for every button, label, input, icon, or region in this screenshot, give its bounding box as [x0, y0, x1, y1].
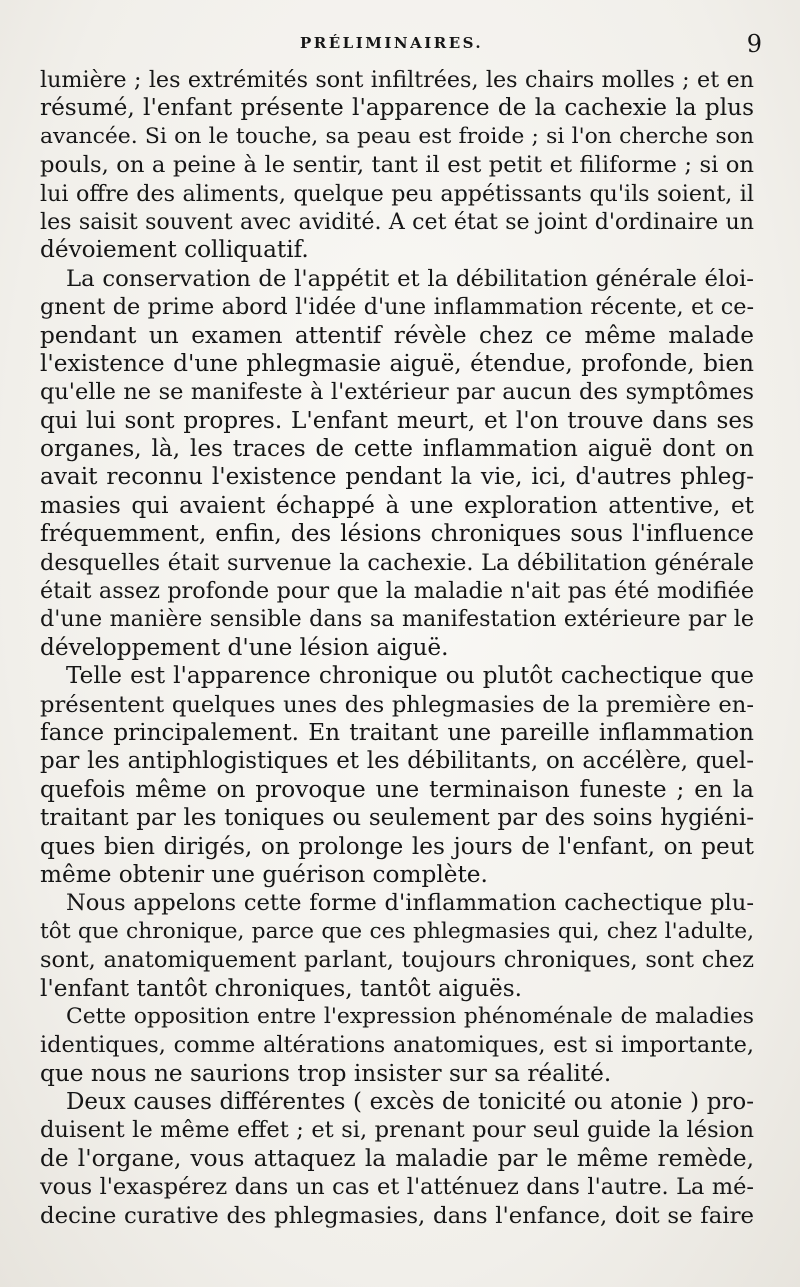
text-line: tôt que chronique, parce que ces phlegmasies qui, chez l'adulte,	[40, 918, 754, 944]
text-line: de l'organe, vous attaquez la maladie par le même remède,	[40, 1144, 754, 1172]
text-line: traitant par les toniques ou seulement par des soins hygiéni-	[40, 805, 754, 832]
text-line: l'enfant tantôt chroniques, tantôt aiguës.	[40, 974, 523, 1002]
text-line: l'existence d'une phlegmasie aiguë, étendue, profonde, bien	[40, 349, 754, 377]
paragraph	[40, 1088, 754, 1230]
paragraph	[40, 889, 754, 1003]
text-line: pendant un examen attentif révèle chez ce même malade	[40, 321, 754, 349]
text-line: Telle est l'apparence chronique ou plutôt cachectique que	[66, 662, 754, 690]
text-line: les saisit souvent avec avidité. A cet état se joint d'ordinaire un	[40, 208, 754, 235]
text-line: qui lui sont propres. L'enfant meurt, et l'on trouve dans ses	[40, 406, 754, 434]
text-line: pouls, on a peine à le sentir, tant il est petit et filiforme ; si on	[40, 152, 754, 179]
page-header	[0, 30, 800, 58]
text-line: résumé, l'enfant présente l'apparence de la cachexie la plus	[40, 94, 754, 122]
paragraph	[40, 66, 754, 265]
text-line: Deux causes différentes ( excès de tonicité ou atonie ) pro-	[66, 1089, 754, 1116]
text-line: fréquemment, enfin, des lésions chroniques sous l'influence	[40, 520, 754, 548]
text-line: identiques, comme altérations anatomiques, est si importante,	[40, 1032, 754, 1059]
text-line: qu'elle ne se manifeste à l'extérieur par aucun des symptômes	[40, 379, 754, 406]
body-text	[40, 66, 754, 1230]
text-line: sont, anatomiquement parlant, toujours chroniques, sont chez	[40, 947, 754, 974]
text-line: que nous ne saurions trop insister sur sa réalité.	[40, 1059, 612, 1087]
text-line: par les antiphlogistiques et les débilitants, on accélère, quel-	[40, 748, 754, 775]
text-line: présentent quelques unes des phlegmasies de la première en-	[40, 691, 754, 718]
text-line: organes, là, les traces de cette inflammation aiguë dont on	[40, 435, 754, 463]
text-line: ques bien dirigés, on prolonge les jours de l'enfant, on peut	[40, 832, 754, 860]
paragraph	[40, 265, 754, 662]
text-line: La conservation de l'appétit et la débilitation générale éloi-	[66, 265, 754, 292]
text-line: quefois même on provoque une terminaison funeste ; en la	[40, 775, 754, 803]
paragraph	[40, 1003, 754, 1088]
text-line: duisent le même effet ; et si, prenant pour seul guide la lésion	[40, 1117, 754, 1144]
paragraph	[40, 662, 754, 889]
text-line: fance principalement. En traitant une pareille inflammation	[40, 718, 754, 746]
text-line: gnent de prime abord l'idée d'une inflammation récente, et ce-	[40, 294, 754, 321]
text-line: lumière ; les extrémités sont infiltrées, les chairs molles ; et en	[40, 67, 754, 93]
text-line: même obtenir une guérison complète.	[40, 860, 488, 888]
text-line: Cette opposition entre l'expression phénoménale de maladies	[66, 1003, 754, 1029]
text-line: masies qui avaient échappé à une exploration attentive, et	[40, 491, 754, 519]
text-line: avait reconnu l'existence pendant la vie, ici, d'autres phleg-	[40, 463, 754, 491]
text-line: decine curative des phlegmasies, dans l'enfance, doit se faire	[40, 1202, 754, 1229]
text-line: vous l'exaspérez dans un cas et l'atténuez dans l'autre. La mé-	[40, 1174, 754, 1201]
text-line: d'une manière sensible dans sa manifestation extérieure par le	[40, 606, 754, 633]
running-title: PRÉLIMINAIRES.	[300, 34, 484, 52]
text-line: desquelles était survenue la cachexie. La débilitation générale	[40, 549, 754, 576]
text-line: Nous appelons cette forme d'inflammation cachectique plu-	[66, 890, 754, 917]
page-number: 9	[746, 30, 762, 58]
text-line: avancée. Si on le touche, sa peau est froide ; si l'on cherche son	[40, 123, 754, 149]
text-line: dévoiement colliquatif.	[40, 236, 309, 264]
text-line: lui offre des aliments, quelque peu appétissants qu'ils soient, il	[40, 180, 754, 207]
text-line: développement d'une lésion aiguë.	[40, 633, 449, 661]
text-line: était assez profonde pour que la maladie n'ait pas été modifiée	[40, 578, 754, 605]
